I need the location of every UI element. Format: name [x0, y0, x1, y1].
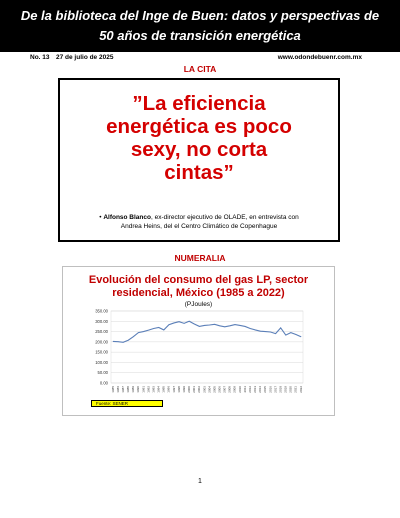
data-point — [260, 331, 261, 332]
x-tick-label: 1989 — [131, 386, 136, 393]
data-point — [250, 328, 251, 329]
issue-date: 27 de julio de 2025 — [56, 54, 114, 61]
data-point — [290, 332, 291, 333]
x-tick-label: 2007 — [222, 386, 227, 393]
quote-box — [58, 78, 340, 242]
quote-line: ”La eficiencia — [132, 92, 266, 115]
source-label: Fuente: SENER — [91, 400, 163, 407]
x-tick-label: 2008 — [227, 386, 232, 393]
data-point — [133, 336, 134, 337]
y-tick-label: 0.00 — [99, 380, 108, 386]
x-tick-label: 2006 — [217, 386, 222, 393]
data-point — [123, 342, 124, 343]
header-banner — [0, 0, 400, 52]
quote-text — [60, 92, 338, 184]
data-point — [265, 331, 266, 332]
data-point — [224, 326, 225, 327]
x-tick-label: 1997 — [171, 386, 176, 393]
data-point — [301, 336, 302, 337]
data-point — [204, 325, 205, 326]
x-tick-label: 1999 — [181, 386, 186, 393]
x-tick-label: 1987 — [120, 386, 125, 393]
chart-title-line1: Evolución del consumo del gas LP, sector — [88, 274, 309, 286]
attribution-role: , ex-director ejecutivo de OLADE, en entrevista con — [150, 214, 299, 221]
data-point — [199, 326, 200, 327]
section-title-numeralia: NUMERALIA — [174, 253, 226, 263]
x-tick-label: 1995 — [161, 386, 166, 393]
data-point — [113, 341, 114, 342]
x-tick-label: 2002 — [197, 386, 202, 393]
x-tick-label: 2018 — [278, 386, 283, 393]
data-point — [296, 334, 297, 335]
data-point — [128, 340, 129, 341]
data-point — [230, 325, 231, 326]
x-tick-label: 1986 — [115, 386, 120, 393]
x-tick-label: 2021 — [293, 386, 298, 393]
section-title-la-cita: LA CITA — [183, 64, 217, 74]
data-point — [270, 332, 271, 333]
x-tick-label: 1988 — [126, 386, 131, 393]
data-point — [163, 330, 164, 331]
x-tick-label: 2019 — [283, 386, 288, 393]
issue-number: No. 13 — [30, 54, 50, 61]
x-tick-label: 2005 — [212, 386, 217, 393]
data-point — [138, 332, 139, 333]
data-point — [153, 328, 154, 329]
data-point — [169, 324, 170, 325]
quote-author: Alfonso Blanco — [103, 214, 151, 221]
chart-unit-label: (PJoules) — [184, 301, 213, 308]
y-tick-label: 300.00 — [95, 318, 108, 324]
data-point — [148, 330, 149, 331]
data-point — [179, 321, 180, 322]
y-tick-label: 200.00 — [95, 339, 108, 345]
x-tick-label: 2020 — [288, 386, 293, 393]
x-tick-label: 2022 — [298, 386, 303, 393]
x-tick-label: 2011 — [242, 386, 247, 393]
data-point — [143, 331, 144, 332]
line-chart — [63, 267, 334, 415]
data-point — [275, 333, 276, 334]
x-tick-label: 2003 — [202, 386, 207, 393]
data-point — [194, 324, 195, 325]
x-tick-label: 2013 — [253, 386, 258, 393]
quote-line: sexy, no corta — [130, 138, 268, 161]
y-tick-label: 50.00 — [97, 370, 108, 376]
x-tick-label: 1992 — [146, 386, 151, 393]
quote-line: cintas” — [164, 161, 234, 184]
data-point — [240, 325, 241, 326]
x-tick-label: 2004 — [207, 386, 212, 393]
y-tick-label: 350.00 — [95, 308, 108, 314]
data-point — [174, 323, 175, 324]
chart-title-line2: residencial, México (1985 a 2022) — [112, 287, 285, 299]
data-point — [255, 330, 256, 331]
x-tick-label: 1996 — [166, 386, 171, 393]
data-point — [235, 324, 236, 325]
x-tick-label: 2014 — [258, 386, 263, 393]
x-tick-label: 2015 — [263, 386, 268, 393]
x-tick-label: 1994 — [156, 386, 161, 393]
x-tick-label: 2001 — [192, 386, 197, 393]
data-point — [189, 321, 190, 322]
data-point — [184, 323, 185, 324]
x-tick-label: 1993 — [151, 386, 156, 393]
x-tick-label: 2012 — [247, 386, 252, 393]
data-point — [158, 327, 159, 328]
data-point — [219, 325, 220, 326]
data-point — [280, 328, 281, 329]
y-tick-label: 100.00 — [95, 359, 108, 365]
quote-line: energética es poco — [106, 115, 292, 138]
data-point — [245, 326, 246, 327]
x-tick-label: 2000 — [187, 386, 192, 393]
y-tick-label: 150.00 — [95, 349, 108, 355]
x-tick-label: 1985 — [110, 386, 115, 393]
x-tick-label: 1991 — [141, 386, 146, 393]
x-tick-label: 2017 — [273, 386, 278, 393]
attribution-line2: Andrea Heins, del el Centro Climático de Copenhague — [120, 223, 278, 230]
x-tick-label: 1990 — [136, 386, 141, 393]
page-number: 1 — [198, 478, 202, 485]
x-tick-label: 1998 — [176, 386, 181, 393]
data-point — [209, 325, 210, 326]
banner-title-line2: 50 años de transición energética — [99, 28, 301, 43]
chart-container — [62, 266, 335, 416]
plot-area — [111, 311, 303, 383]
banner-title-line1: De la biblioteca del Inge de Buen: datos y perspectivas de — [20, 8, 380, 23]
quote-attribution: • Alfonso Blanco, ex-director ejecutivo de OLADE, en entrevista con Andrea Heins, del el Centro Climático de Copenhague — [72, 213, 326, 231]
data-point — [285, 335, 286, 336]
data-point — [214, 324, 215, 325]
x-tick-label: 2010 — [237, 386, 242, 393]
y-tick-label: 250.00 — [95, 329, 108, 335]
x-tick-label: 2009 — [232, 386, 237, 393]
website-link[interactable]: www.odondebuenr.com.mx — [277, 54, 362, 61]
data-point — [118, 341, 119, 342]
x-tick-label: 2016 — [268, 386, 273, 393]
